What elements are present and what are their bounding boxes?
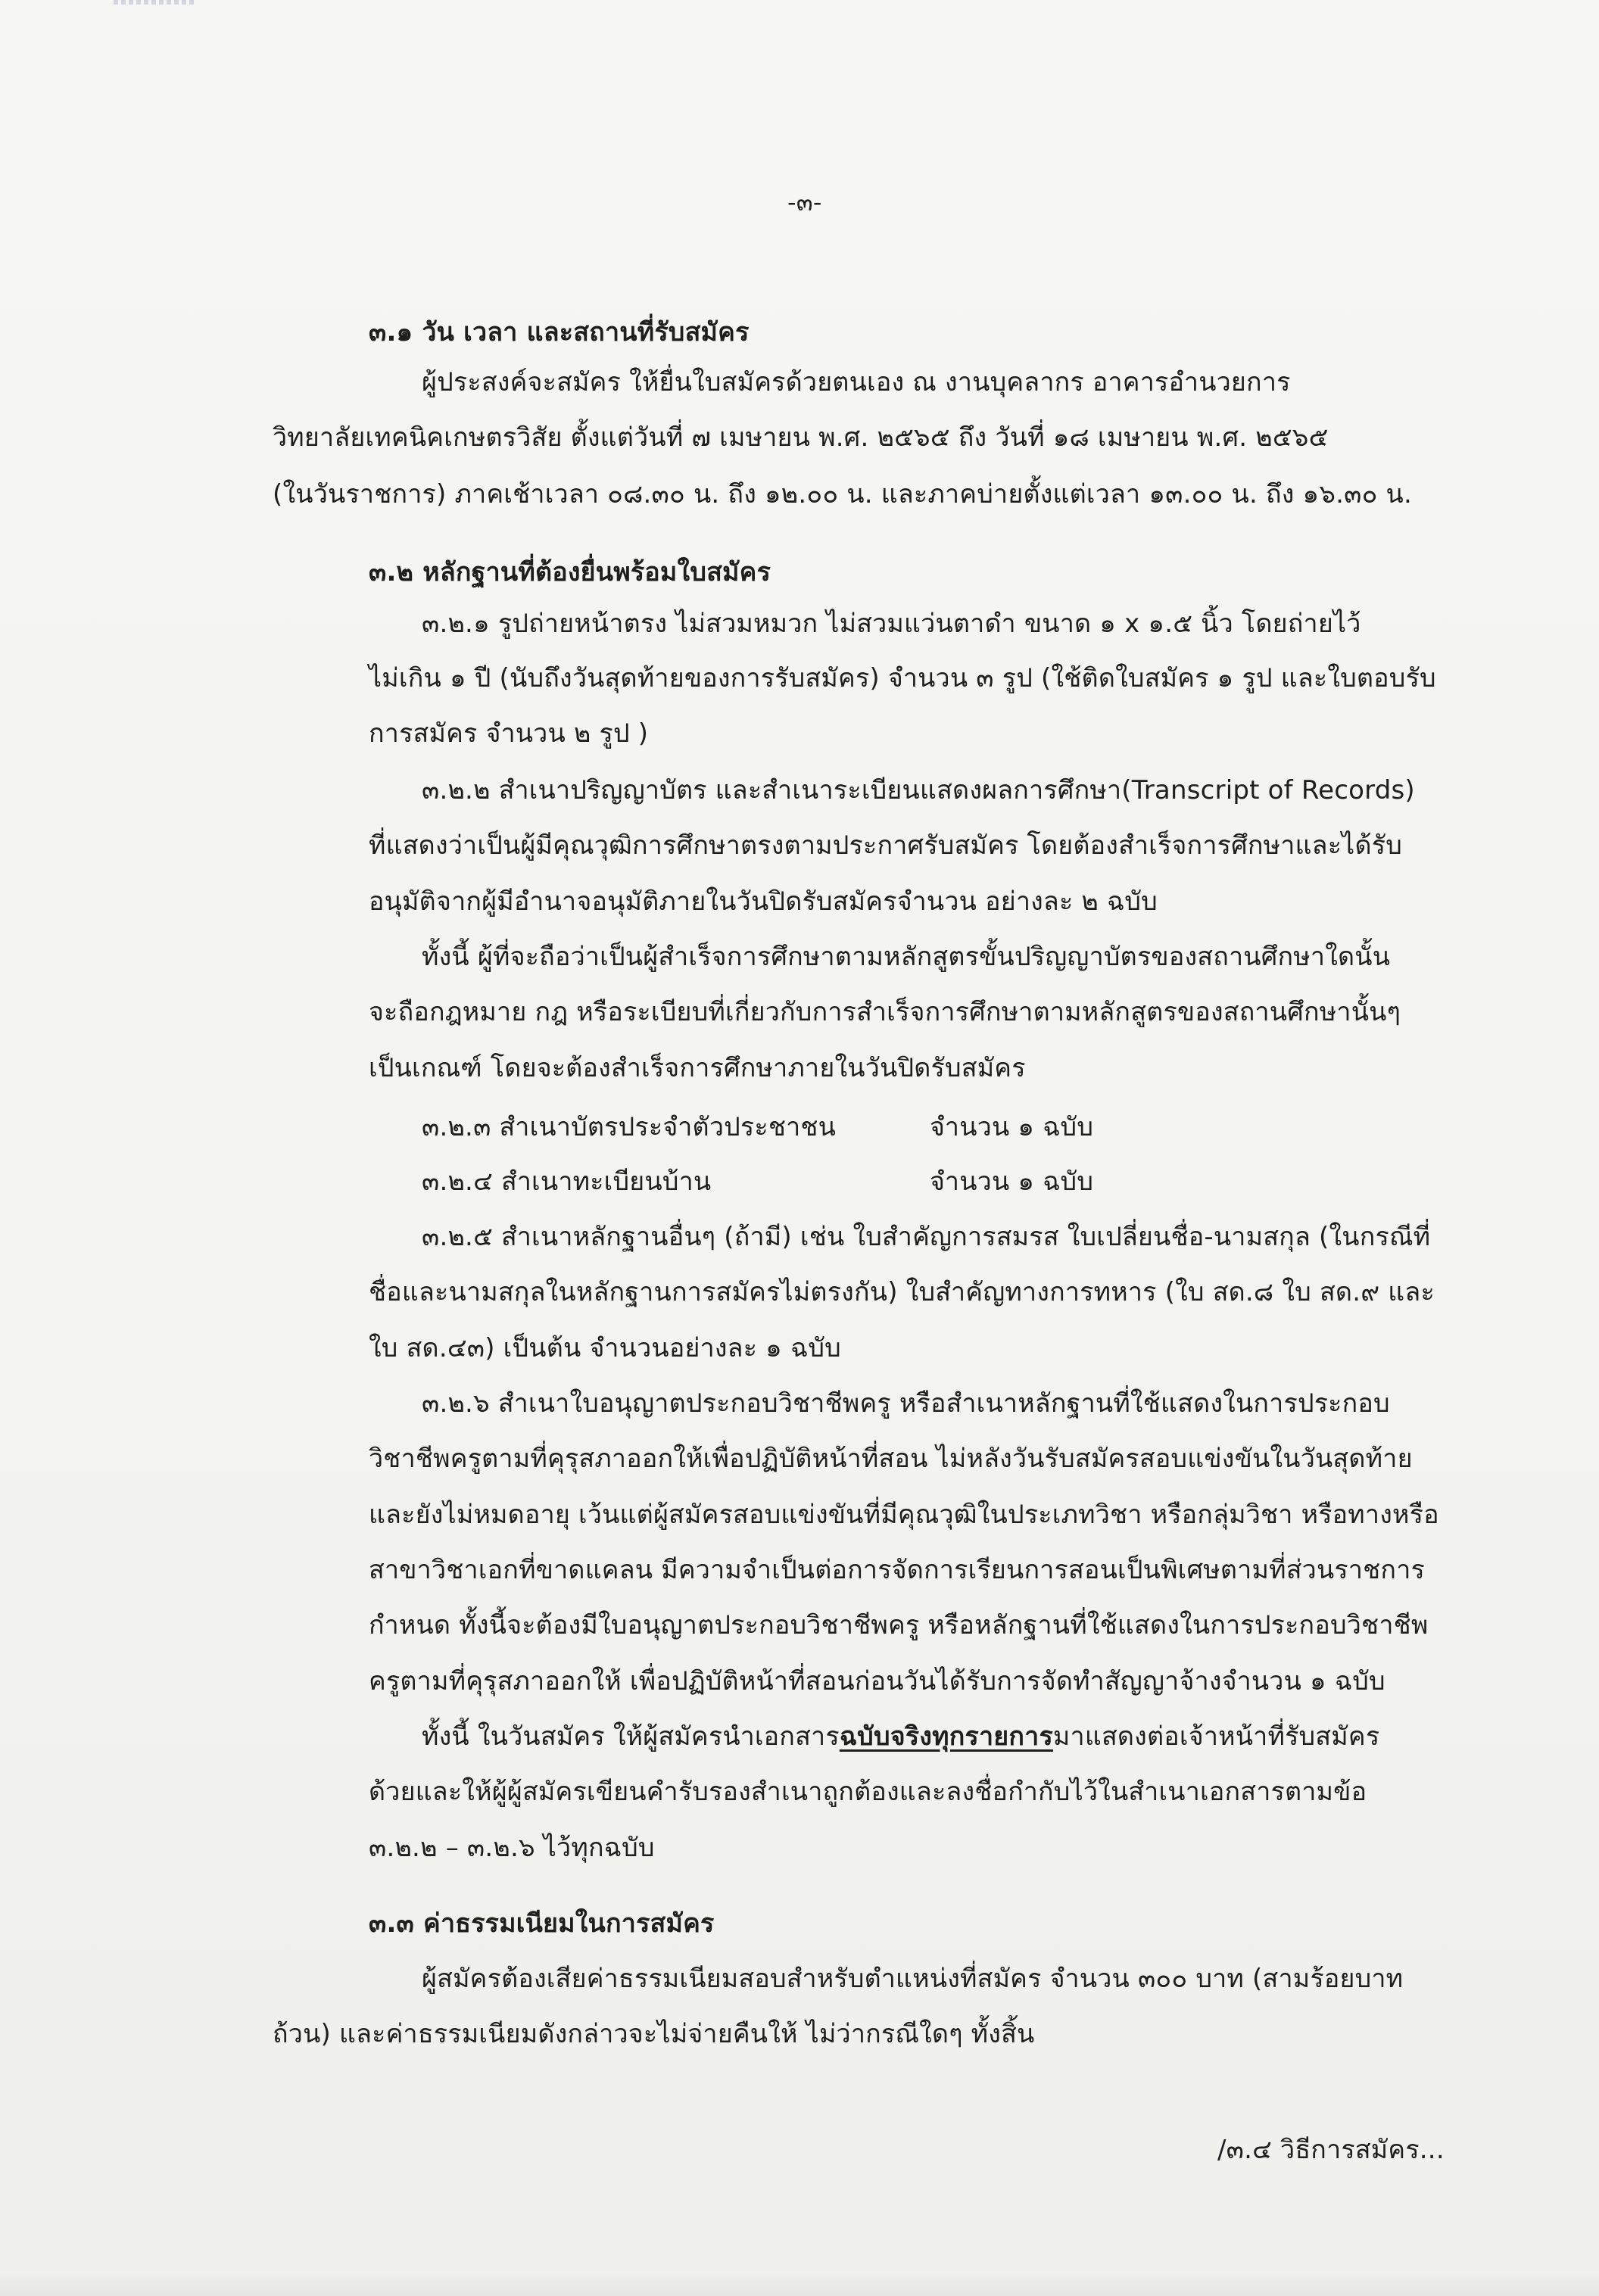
scan-shadow [0, 2273, 1599, 2296]
s32-item-1-line-1: ๓.๒.๑ รูปถ่ายหน้าตรง ไม่สวมหมวก ไม่สวมแว่นตาดำ ขนาด ๑ x ๑.๕ นิ้ว โดยถ่ายไว้ [422, 609, 1361, 639]
s32-item-3-label: ๓.๒.๓ สำเนาบัตรประจำตัวประชาชน [422, 1112, 837, 1142]
s32-note-1-line-3: เป็นเกณฑ์ โดยจะต้องสำเร็จการศึกษาภายในวันปิดรับสมัคร [369, 1053, 1026, 1083]
s32-item-2-line-2: ที่แสดงว่าเป็นผู้มีคุณวุฒิการศึกษาตรงตามประกาศรับสมัคร โดยต้องสำเร็จการศึกษาและได้รับ [369, 830, 1402, 861]
s32-item-6-line-4: สาขาวิชาเอกที่ขาดแคลน มีความจำเป็นต่อการจัดการเรียนการสอนเป็นพิเศษตามที่ส่วนราชการ [369, 1555, 1425, 1585]
s32-item-6-line-6: ครูตามที่คุรุสภาออกให้ เพื่อปฏิบัติหน้าที่สอนก่อนวันได้รับการจัดทำสัญญาจ้างจำนวน ๑ ฉบับ [369, 1666, 1385, 1696]
s32-item-1-line-3: การสมัคร จำนวน ๒ รูป ) [369, 718, 649, 749]
section-3-3-heading: ๓.๓ ค่าธรรมเนียมในการสมัคร [369, 1908, 715, 1939]
scan-mark [114, 0, 197, 5]
s32-note-2-line-3: ๓.๒.๒ – ๓.๒.๖ ไว้ทุกฉบับ [369, 1833, 655, 1863]
page-number: -๓- [787, 188, 822, 217]
s32-item-3-qty: จำนวน ๑ ฉบับ [930, 1112, 1094, 1142]
s32-item-6-line-2: วิชาชีพครูตามที่คุรุสภาออกให้เพื่อปฏิบัติหน้าที่สอน ไม่หลังวันรับสมัครสอบแข่งขันในวันสุดท้าย [369, 1444, 1413, 1474]
s32-item-1-line-2: ไม่เกิน ๑ ปี (นับถึงวันสุดท้ายของการรับสมัคร) จำนวน ๓ รูป (ใช้ติดใบสมัคร ๑ รูป และใบตอบรับ [369, 663, 1436, 693]
s32-item-2-line-3: อนุมัติจากผู้มีอำนาจอนุมัติภายในวันปิดรับสมัครจำนวน อย่างละ ๒ ฉบับ [369, 886, 1158, 917]
s32-item-6-line-5: กำหนด ทั้งนี้จะต้องมีใบอนุญาตประกอบวิชาชีพครู หรือหลักฐานที่ใช้แสดงในการประกอบวิชาชีพ [369, 1610, 1429, 1640]
note-2-suffix: มาแสดงต่อเจ้าหน้าที่รับสมัคร [1052, 1721, 1380, 1752]
s32-note-1-line-1: ทั้งนี้ ผู้ที่จะถือว่าเป็นผู้สำเร็จการศึกษาตามหลักสูตรขั้นปริญญาบัตรของสถานศึกษาใดนั้น [422, 942, 1391, 972]
s32-item-6-line-3: และยังไม่หมดอายุ เว้นแต่ผู้สมัครสอบแข่งขันที่มีคุณวุฒิในประเภทวิชา หรือกลุ่มวิชา หรือทางหรือ [369, 1500, 1439, 1530]
s32-item-2-line-1: ๓.๒.๒ สำเนาปริญญาบัตร และสำเนาระเบียนแสดงผลการศึกษา(Transcript of Records) [422, 775, 1415, 805]
section-3-1-heading: ๓.๑ วัน เวลา และสถานที่รับสมัคร [369, 317, 750, 347]
s33-line-2: ถ้วน) และค่าธรรมเนียมดังกล่าวจะไม่จ่ายคืนให้ ไม่ว่ากรณีใดๆ ทั้งสิ้น [273, 2019, 1035, 2049]
s32-item-5-line-2: ชื่อและนามสกุลในหลักฐานการสมัครไม่ตรงกัน) ใบสำคัญทางการทหาร (ใบ สด.๘ ใบ สด.๙ และ [369, 1277, 1435, 1307]
s31-line-3: (ในวันราชการ) ภาคเช้าเวลา ๐๘.๓๐ น. ถึง ๑๒.๐๐ น. และภาคบ่ายตั้งแต่เวลา ๑๓.๐๐ น. ถึง ๑๖.๓๐ น. [273, 479, 1412, 509]
s32-item-6-line-1: ๓.๒.๖ สำเนาใบอนุญาตประกอบวิชาชีพครู หรือสำเนาหลักฐานที่ใช้แสดงในการประกอบ [422, 1388, 1390, 1419]
note-2-emphasis: ฉบับจริงทุกรายการ [839, 1721, 1053, 1752]
s32-note-1-line-2: จะถือกฎหมาย กฎ หรือระเบียบที่เกี่ยวกับการสำเร็จการศึกษาตามหลักสูตรของสถานศึกษานั้นๆ [369, 997, 1401, 1027]
s31-line-1: ผู้ประสงค์จะสมัคร ให้ยื่นใบสมัครด้วยตนเอง ณ งานบุคลากร อาคารอำนวยการ [422, 367, 1291, 397]
s32-item-4-label: ๓.๒.๔ สำเนาทะเบียนบ้าน [422, 1167, 712, 1197]
s32-note-2-line-2: ด้วยและให้ผู้ผู้สมัครเขียนคำรับรองสำเนาถูกต้องและลงชื่อกำกับไว้ในสำเนาเอกสารตามข้อ [369, 1777, 1367, 1807]
s32-item-5-line-3: ใบ สด.๔๓) เป็นต้น จำนวนอย่างละ ๑ ฉบับ [369, 1333, 841, 1363]
s31-line-2-text: วิทยาลัยเทคนิคเกษตรวิสัย ตั้งแต่วันที่ ๗ เมษายน พ.ศ. ๒๕๖๕ ถึง วันที่ ๑๘ เมษายน พ.ศ. ๒๕๖๕ [273, 422, 1329, 453]
s33-line-1: ผู้สมัครต้องเสียค่าธรรมเนียมสอบสำหรับตำแหน่งที่สมัคร จำนวน ๓๐๐ บาท (สามร้อยบาท [422, 1964, 1404, 1994]
s32-item-4-qty: จำนวน ๑ ฉบับ [930, 1167, 1094, 1197]
section-3-2-heading: ๓.๒ หลักฐานที่ต้องยื่นพร้อมใบสมัคร [369, 557, 771, 587]
s31-line-2 [273, 420, 1422, 455]
note-2-prefix: ทั้งนี้ ในวันสมัคร ให้ผู้สมัครนำเอกสาร [422, 1721, 840, 1752]
s32-item-5-line-1: ๓.๒.๕ สำเนาหลักฐานอื่นๆ (ถ้ามี) เช่น ใบสำคัญการสมรส ใบเปลี่ยนชื่อ-นามสกุล (ในกรณีที่ [422, 1222, 1431, 1252]
s32-note-2-line-1 [422, 1719, 1379, 1754]
continuation-note: /๓.๔ วิธีการสมัคร... [1217, 2135, 1445, 2165]
